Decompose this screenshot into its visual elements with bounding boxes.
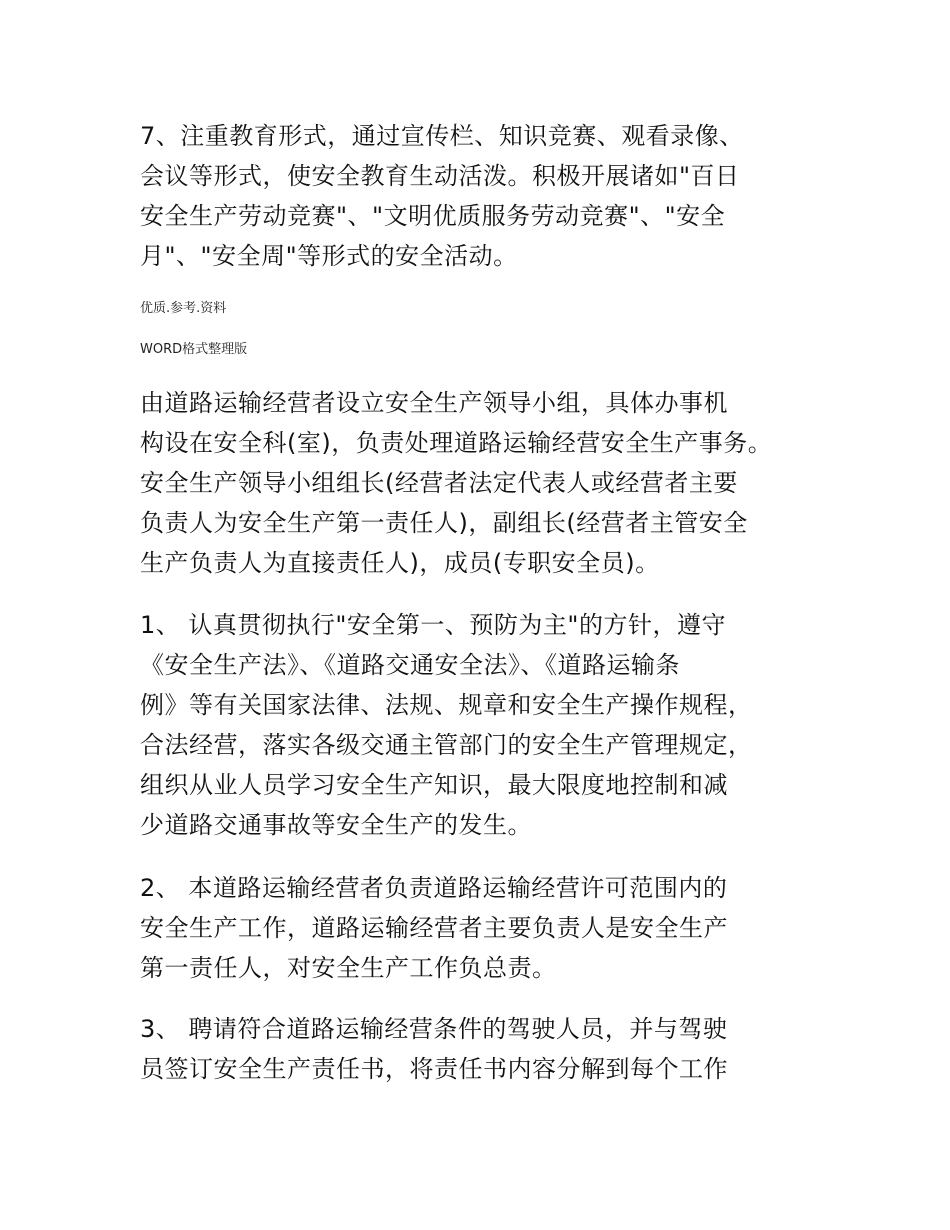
text-line: 安全生产劳动竞赛"、"文明优质服务劳动竞赛"、"安全 — [140, 202, 726, 230]
text-line: 《安全生产法》、《道路交通安全法》、《道路运输条 — [140, 651, 680, 679]
header-note-format: WORD格式整理版 — [140, 342, 248, 357]
text-line: 少道路交通事故等安全生产的发生。 — [140, 811, 532, 839]
header-note-quality: 优质.参考.资料 — [140, 301, 227, 316]
text-line: 合法经营，落实各级交通主管部门的安全生产管理规定， — [140, 731, 753, 759]
text-line: 由道路运输经营者设立安全生产领导小组，具体办事机 — [140, 389, 728, 417]
text-line: 安全生产工作，道路运输经营者主要负责人是安全生产 — [140, 914, 728, 942]
text-line: 2、 本道路运输经营者负责道路运输经营许可范围内的 — [140, 874, 728, 902]
text-line: 1、 认真贯彻执行"安全第一、预防为主"的方针，遵守 — [140, 611, 726, 639]
text-line: 会议等形式，使安全教育生动活泼。积极开展诸如"百日 — [140, 162, 740, 190]
text-line: 构设在安全科(室)，负责处理道路运输经营安全生产事务。 — [140, 429, 773, 457]
text-line: 7、注重教育形式，通过宣传栏、知识竞赛、观看录像、 — [140, 122, 744, 150]
text-line: 生产负责人为直接责任人)，成员(专职安全员)。 — [140, 549, 660, 577]
text-line: 组织从业人员学习安全生产知识，最大限度地控制和减 — [140, 771, 728, 799]
text-line: 月"、"安全周"等形式的安全活动。 — [140, 242, 518, 270]
paragraph-item-3 — [140, 1009, 830, 1089]
text-line: 安全生产领导小组组长(经营者法定代表人或经营者主要 — [140, 469, 738, 497]
text-line: 例》等有关国家法律、法规、规章和安全生产操作规程， — [140, 691, 753, 719]
text-line: 员签订安全生产责任书，将责任书内容分解到每个工作 — [140, 1055, 728, 1083]
text-line: 3、 聘请符合道路运输经营条件的驾驶人员，并与驾驶 — [140, 1015, 728, 1043]
paragraph-intro — [140, 383, 830, 583]
paragraph-item-1 — [140, 605, 830, 845]
paragraph-item-2 — [140, 868, 830, 988]
text-line: 负责人为安全生产第一责任人)，副组长(经营者主管安全 — [140, 509, 748, 537]
text-line: 第一责任人，对安全生产工作负总责。 — [140, 954, 557, 982]
paragraph-item-7 — [140, 116, 830, 276]
